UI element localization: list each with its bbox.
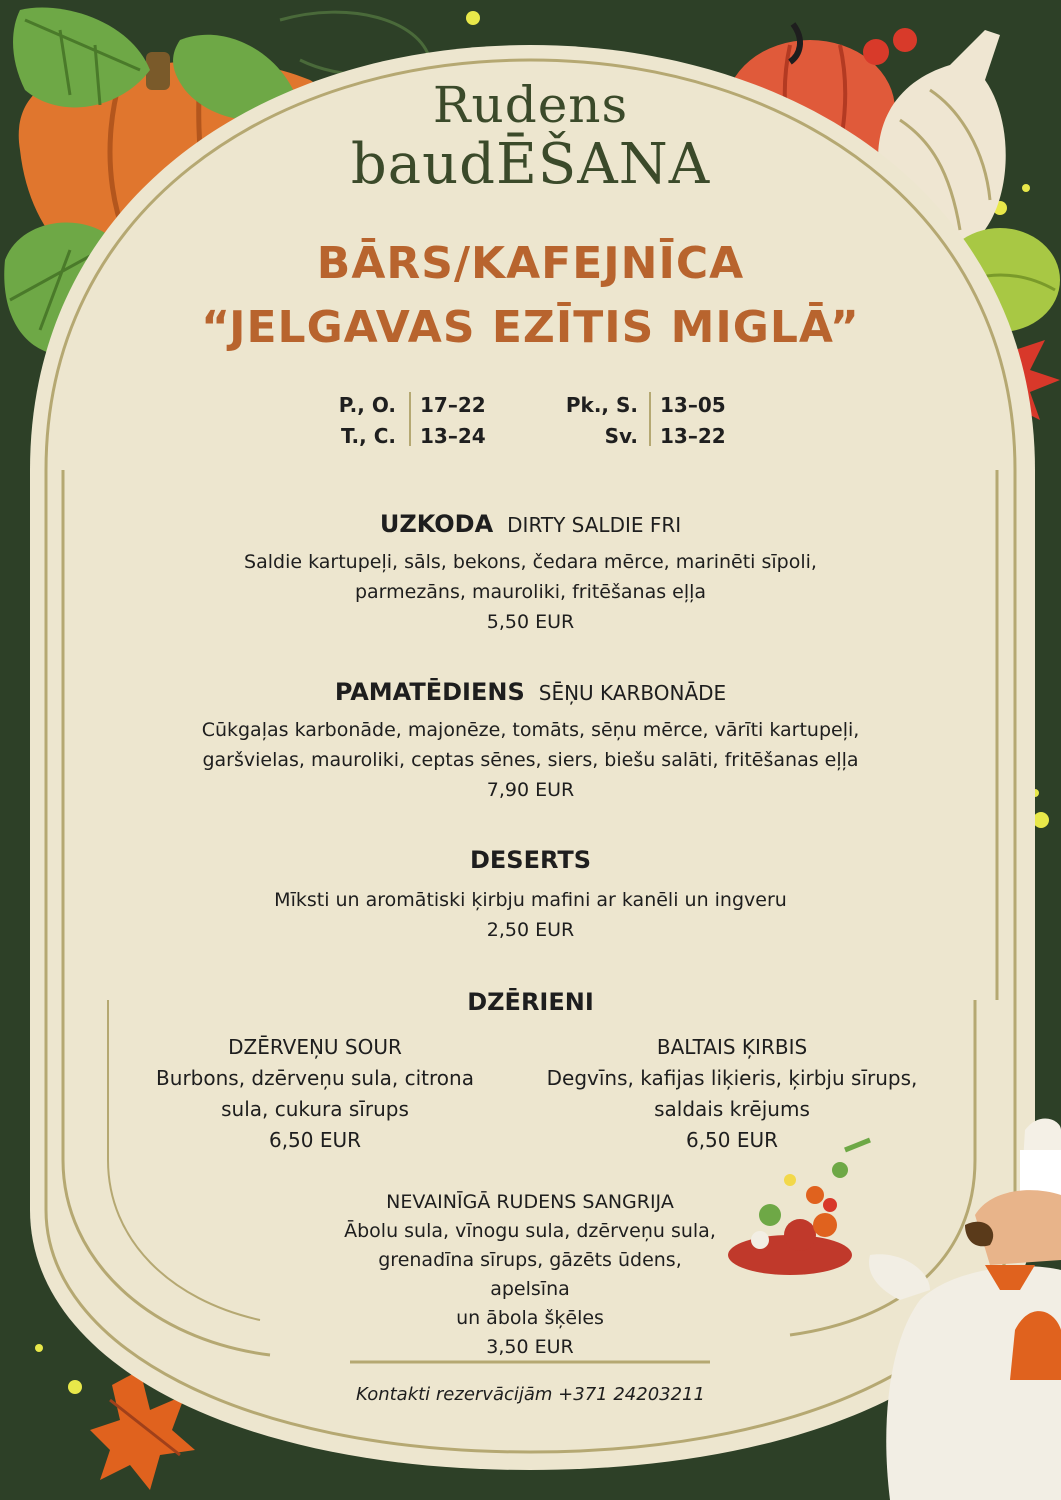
description-line: Saldie kartupeļi, sāls, bekons, čedara mērce, marinēti sīpoli, bbox=[244, 551, 817, 573]
hours-days: T., C. bbox=[340, 424, 396, 448]
description-line: Degvīns, kafijas liķieris, ķirbju sīrups, bbox=[546, 1066, 918, 1090]
venue-type: BĀRS/KAFEJNĪCA bbox=[316, 238, 745, 289]
hours-days: Pk., S. bbox=[565, 393, 638, 417]
starter-category: UZKODA bbox=[379, 510, 494, 538]
drink-price: 6,50 EUR bbox=[268, 1128, 362, 1152]
opening-hours-left bbox=[300, 390, 510, 452]
drink-name: DZĒRVEŅU SOUR bbox=[228, 1035, 402, 1059]
description-line: Mīksti un aromātiski ķirbju mafini ar kanēli un ingveru bbox=[274, 889, 787, 911]
main-name: SĒŅU KARBONĀDE bbox=[538, 681, 727, 705]
logo-baudesana: baudĒŠANA bbox=[350, 132, 711, 197]
drink-price: 3,50 EUR bbox=[486, 1336, 574, 1358]
description-line: Cūkgaļas karbonāde, majonēze, tomāts, sēņu mērce, vārīti kartupeļi, bbox=[201, 719, 860, 741]
description-line: saldais krējums bbox=[654, 1097, 810, 1121]
starter-heading bbox=[0, 510, 1061, 538]
drink-item bbox=[125, 1032, 505, 1156]
contact-info: Kontakti rezervācijām +371 24203211 bbox=[356, 1384, 705, 1405]
dessert-category: DESERTS bbox=[469, 846, 592, 874]
main-heading bbox=[0, 678, 1061, 706]
drink-name: NEVAINĪGĀ RUDENS SANGRIJA bbox=[386, 1191, 674, 1213]
hours-time: 17–22 bbox=[420, 393, 486, 417]
drinks-heading bbox=[0, 988, 1061, 1016]
opening-hours-right bbox=[540, 390, 750, 452]
starter-description bbox=[0, 547, 1061, 637]
venue-name: “JELGAVAS EZĪTIS MIGLĀ” bbox=[201, 302, 860, 353]
main-price: 7,90 EUR bbox=[486, 779, 575, 801]
description-line: garšvielas, mauroliki, ceptas sēnes, siers, biešu salāti, fritēšanas eļļa bbox=[202, 749, 859, 771]
description-line: parmezāns, mauroliki, fritēšanas eļļa bbox=[354, 581, 707, 603]
starter-name: DIRTY SALDIE FRI bbox=[507, 513, 682, 537]
hours-time: 13–24 bbox=[420, 424, 486, 448]
main-category: PAMATĒDIENS bbox=[334, 678, 525, 706]
description-line: sula, cukura sīrups bbox=[221, 1097, 409, 1121]
drink-name: BALTAIS ĶIRBIS bbox=[656, 1035, 808, 1059]
description-line: Ābolu sula, vīnogu sula, dzērveņu sula, bbox=[344, 1220, 716, 1242]
hours-days: Sv. bbox=[604, 424, 638, 448]
drink-price: 6,50 EUR bbox=[685, 1128, 779, 1152]
hours-time: 13–22 bbox=[660, 424, 726, 448]
drinks-category: DZĒRIENI bbox=[467, 988, 594, 1016]
dessert-heading bbox=[0, 846, 1061, 874]
hours-days: P., O. bbox=[338, 393, 396, 417]
drink-item bbox=[340, 1188, 720, 1362]
starter-price: 5,50 EUR bbox=[486, 611, 575, 633]
logo-rudens: Rudens bbox=[432, 76, 629, 134]
dessert-description bbox=[0, 885, 1061, 945]
main-description bbox=[0, 715, 1061, 805]
description-line: Burbons, dzērveņu sula, citrona bbox=[156, 1066, 474, 1090]
dessert-price: 2,50 EUR bbox=[486, 919, 575, 941]
description-line: un ābola šķēles bbox=[456, 1307, 604, 1329]
description-line: grenadīna sīrups, gāzēts ūdens, apelsīna bbox=[378, 1249, 682, 1300]
hours-time: 13–05 bbox=[660, 393, 726, 417]
drink-item bbox=[542, 1032, 922, 1156]
